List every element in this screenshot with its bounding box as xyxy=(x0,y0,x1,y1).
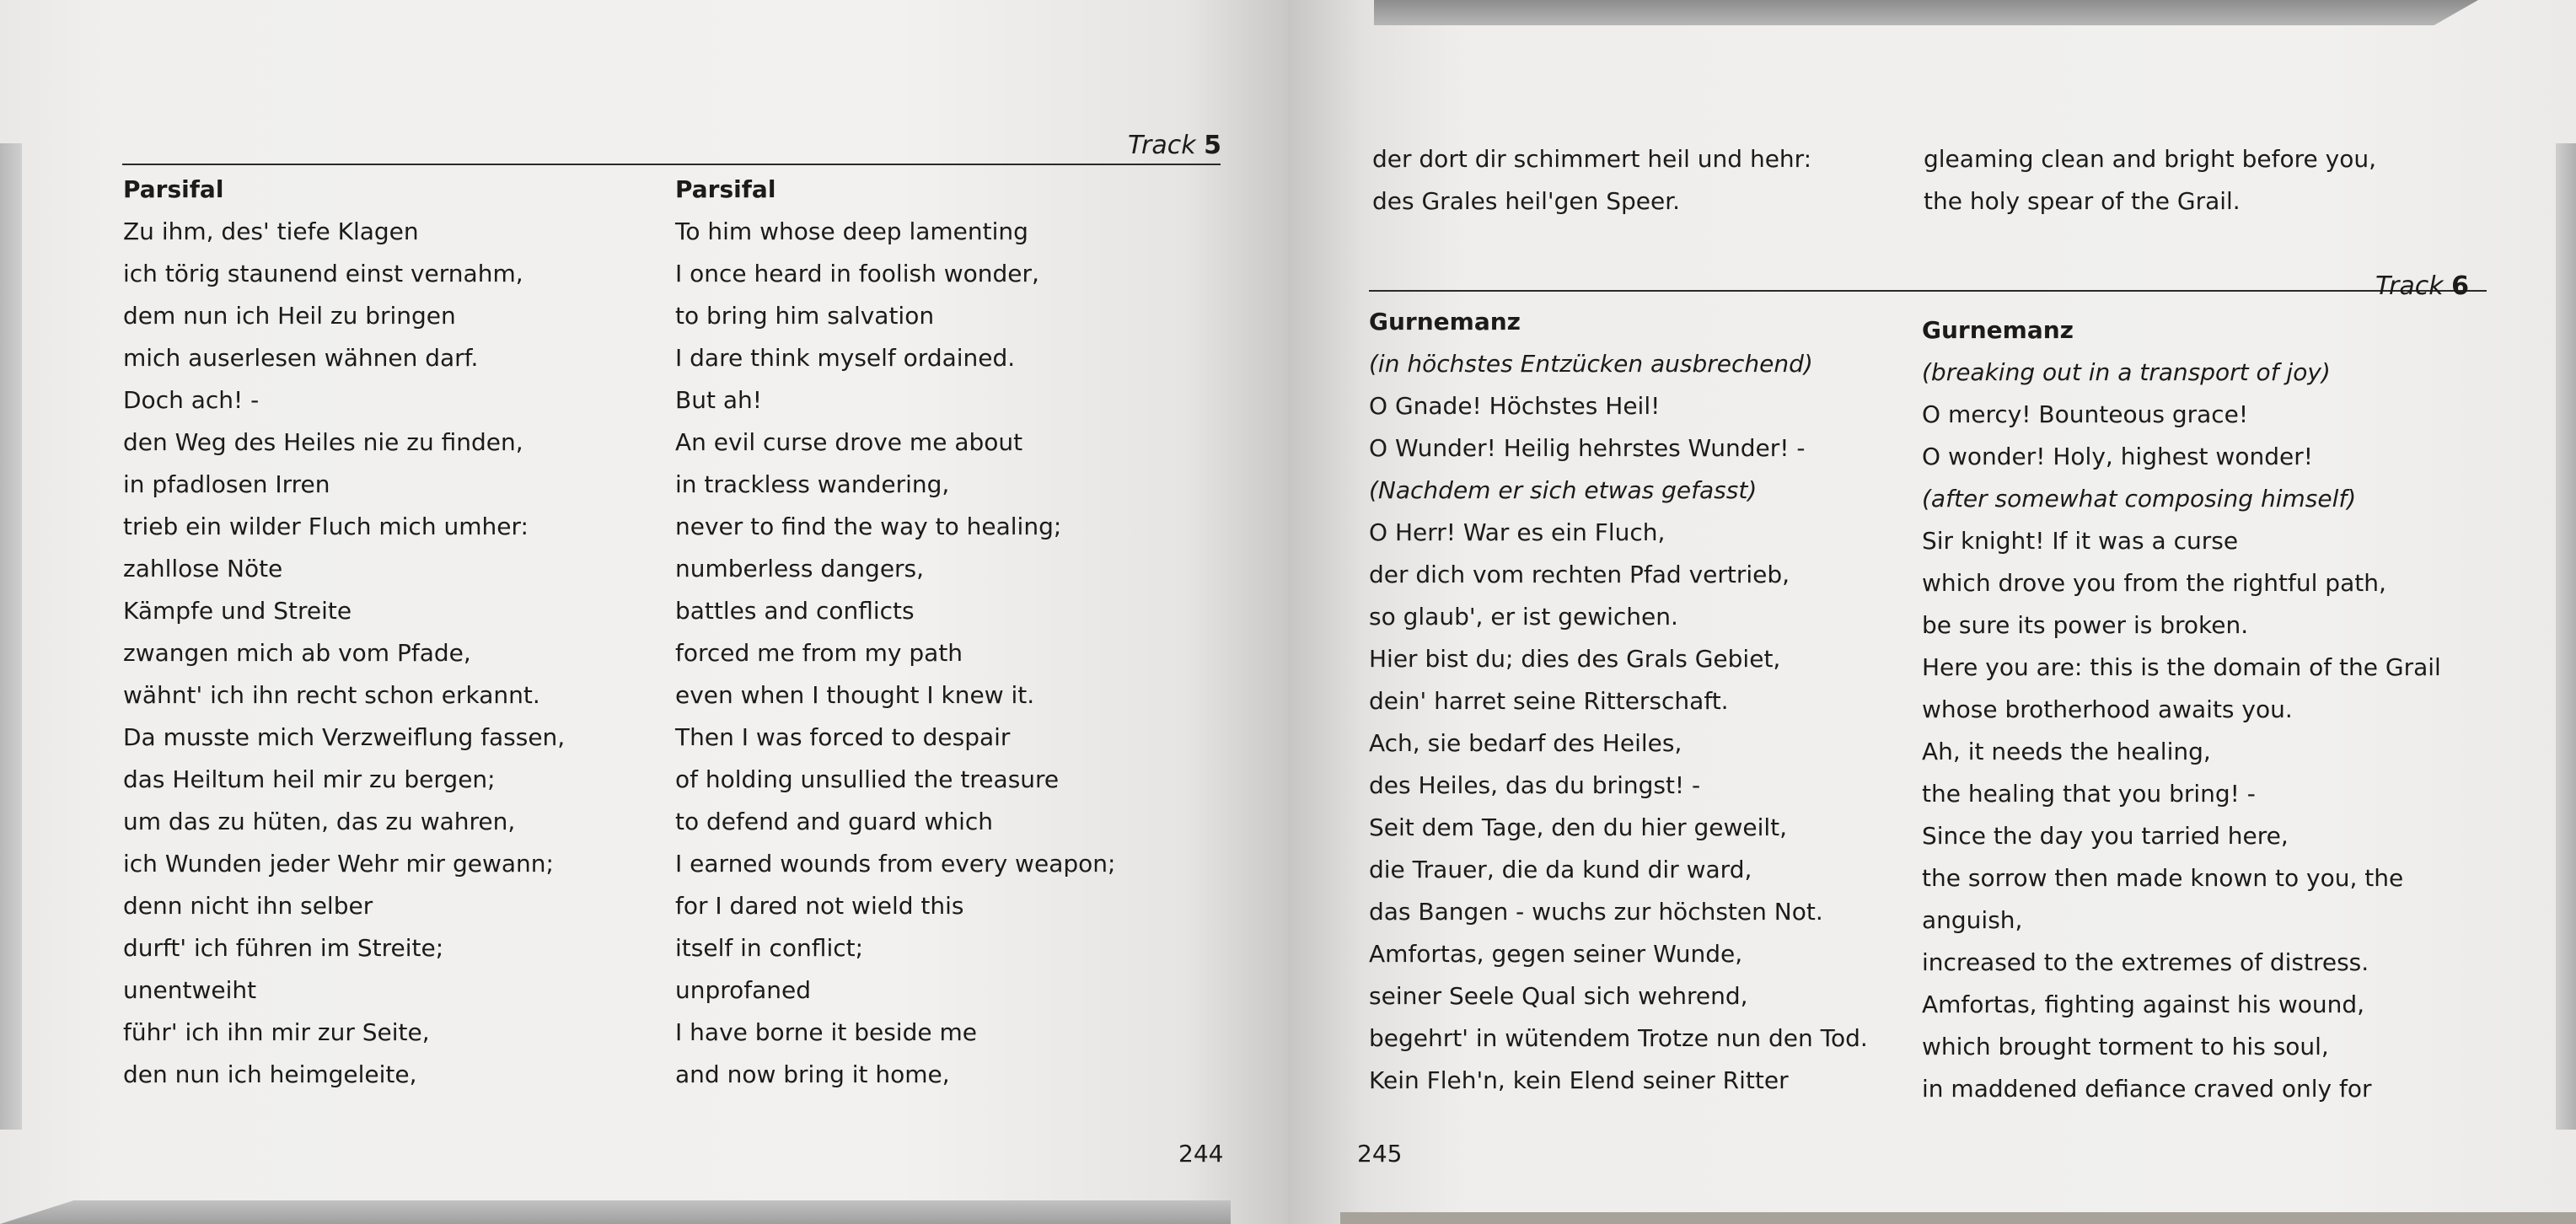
header-rule xyxy=(1369,290,2487,292)
english-column xyxy=(1922,309,2461,1110)
header-rule xyxy=(122,164,1221,165)
text-line: Amfortas, gegen seiner Wunde, xyxy=(1369,940,1743,968)
speaker-name: Gurnemanz xyxy=(1369,308,1521,336)
right-page xyxy=(1288,0,2576,1224)
stage-direction: (in höchstes Entzücken ausbrechend) xyxy=(1369,350,1813,378)
text-line: Da musste mich Verzweiflung fassen, xyxy=(123,723,566,751)
text-line: which drove you from the rightful path, xyxy=(1922,569,2386,597)
text-line: mich auserlesen wähnen darf. xyxy=(123,344,479,372)
text-line: the holy spear of the Grail. xyxy=(1924,187,2241,215)
text-line: I have borne it beside me xyxy=(675,1018,977,1046)
text-line: dem nun ich Heil zu bringen xyxy=(123,302,456,330)
text-line: führ' ich ihn mir zur Seite, xyxy=(123,1018,430,1046)
text-line: never to find the way to healing; xyxy=(675,513,1062,540)
english-lines xyxy=(1922,352,2461,1110)
text-line: Then I was forced to despair xyxy=(675,723,1011,751)
text-line: ich törig staunend einst vernahm, xyxy=(123,260,523,287)
track-label-6 xyxy=(2375,271,2469,301)
text-line: anguish, xyxy=(1922,906,2023,934)
text-line: I earned wounds from every weapon; xyxy=(675,850,1116,878)
text-line: denn nicht ihn selber xyxy=(123,892,373,920)
english-top-lines xyxy=(1924,138,2463,223)
text-line: den nun ich heimgeleite, xyxy=(123,1060,417,1088)
text-line: O wonder! Holy, highest wonder! xyxy=(1922,443,2313,470)
german-top-lines xyxy=(1372,138,1912,223)
text-line: Amfortas, fighting against his wound, xyxy=(1922,990,2365,1018)
text-line: itself in conflict; xyxy=(675,934,864,962)
text-line: die Trauer, die da kund dir ward, xyxy=(1369,856,1752,883)
speaker-name: Parsifal xyxy=(123,175,224,203)
text-line: An evil curse drove me about xyxy=(675,428,1023,456)
page-edge-bottom-left xyxy=(0,1200,1231,1224)
german-lines xyxy=(1369,343,1908,1102)
text-line: Ach, sie bedarf des Heiles, xyxy=(1369,729,1682,757)
text-line: Sir knight! If it was a curse xyxy=(1922,527,2239,555)
text-line: um das zu hüten, das zu wahren, xyxy=(123,808,516,835)
text-line: des Heiles, das du bringst! - xyxy=(1369,771,1701,799)
text-line: Seit dem Tage, den du hier geweilt, xyxy=(1369,813,1788,841)
text-line: to bring him salvation xyxy=(675,302,935,330)
text-line: Hier bist du; dies des Grals Gebiet, xyxy=(1369,645,1781,673)
text-line: But ah! xyxy=(675,386,762,414)
text-line: in pfadlosen Irren xyxy=(123,470,330,498)
page-edge-bottom-right xyxy=(1340,1212,2576,1224)
page-number: 245 xyxy=(1357,1140,1403,1168)
text-line: and now bring it home, xyxy=(675,1060,950,1088)
text-line: for I dared not wield this xyxy=(675,892,964,920)
text-line: zwangen mich ab vom Pfade, xyxy=(123,639,471,667)
text-line: durft' ich führen im Streite; xyxy=(123,934,444,962)
text-line: in trackless wandering, xyxy=(675,470,950,498)
english-column xyxy=(675,169,1215,1096)
text-line: Kein Fleh'n, kein Elend seiner Ritter xyxy=(1369,1066,1789,1094)
speaker-name: Parsifal xyxy=(675,175,776,203)
text-line: so glaub', er ist gewichen. xyxy=(1369,603,1678,631)
text-line: Doch ach! - xyxy=(123,386,260,414)
text-line: Ah, it needs the healing, xyxy=(1922,738,2211,765)
german-column xyxy=(123,169,663,1096)
text-line: Zu ihm, des' tiefe Klagen xyxy=(123,217,419,245)
text-line: des Grales heil'gen Speer. xyxy=(1372,187,1681,215)
text-line: gleaming clean and bright before you, xyxy=(1924,145,2377,173)
stage-direction: (breaking out in a transport of joy) xyxy=(1922,358,2331,386)
text-line: Here you are: this is the domain of the Grail xyxy=(1922,653,2441,681)
text-line: increased to the extremes of distress. xyxy=(1922,948,2369,976)
text-line: I once heard in foolish wonder, xyxy=(675,260,1039,287)
stage-direction: (after somewhat composing himself) xyxy=(1922,485,2357,513)
german-lines xyxy=(123,211,663,1096)
text-line: begehrt' in wütendem Trotze nun den Tod. xyxy=(1369,1024,1868,1052)
text-line: trieb ein wilder Fluch mich umher: xyxy=(123,513,529,540)
speaker-name: Gurnemanz xyxy=(1922,316,2074,344)
german-top-column xyxy=(1372,138,1912,223)
text-line: numberless dangers, xyxy=(675,555,925,582)
text-line: I dare think myself ordained. xyxy=(675,344,1016,372)
text-line: the sorrow then made known to you, the xyxy=(1922,864,2404,892)
text-line: der dort dir schimmert heil und hehr: xyxy=(1372,145,1812,173)
page-number: 244 xyxy=(1178,1140,1224,1168)
text-line: unprofaned xyxy=(675,976,812,1004)
text-line: whose brotherhood awaits you. xyxy=(1922,695,2293,723)
text-line: Kämpfe und Streite xyxy=(123,597,352,625)
text-line: das Bangen - wuchs zur höchsten Not. xyxy=(1369,898,1823,926)
text-line: das Heiltum heil mir zu bergen; xyxy=(123,765,496,793)
text-line: even when I thought I knew it. xyxy=(675,681,1035,709)
page-edge-top xyxy=(1374,0,2478,25)
text-line: Since the day you tarried here, xyxy=(1922,822,2289,850)
text-line: forced me from my path xyxy=(675,639,963,667)
text-line: O Herr! War es ein Fluch, xyxy=(1369,518,1666,546)
text-line: To him whose deep lamenting xyxy=(675,217,1028,245)
track-number: 6 xyxy=(2451,271,2470,301)
text-line: O Wunder! Heilig hehrstes Wunder! - xyxy=(1369,434,1806,462)
text-line: in maddened defiance craved only for xyxy=(1922,1075,2372,1103)
text-line: ich Wunden jeder Wehr mir gewann; xyxy=(123,850,554,878)
page-edge-left xyxy=(0,143,22,1130)
track-word: Track xyxy=(2375,271,2444,301)
english-top-column xyxy=(1924,138,2463,223)
text-line: battles and conflicts xyxy=(675,597,915,625)
track-number: 5 xyxy=(1204,131,1222,160)
track-word: Track xyxy=(1128,131,1196,160)
german-column xyxy=(1369,301,1908,1102)
track-label-5 xyxy=(1128,131,1221,160)
text-line: zahllose Nöte xyxy=(123,555,283,582)
text-line: the healing that you bring! - xyxy=(1922,780,2256,808)
text-line: which brought torment to his soul, xyxy=(1922,1033,2329,1060)
text-line: den Weg des Heiles nie zu finden, xyxy=(123,428,523,456)
text-line: of holding unsullied the treasure xyxy=(675,765,1060,793)
text-line: dein' harret seine Ritterschaft. xyxy=(1369,687,1729,715)
english-lines xyxy=(675,211,1215,1096)
page-edge-right xyxy=(2556,143,2576,1130)
text-line: der dich vom rechten Pfad vertrieb, xyxy=(1369,561,1790,588)
text-line: to defend and guard which xyxy=(675,808,994,835)
text-line: wähnt' ich ihn recht schon erkannt. xyxy=(123,681,540,709)
stage-direction: (Nachdem er sich etwas gefasst) xyxy=(1369,476,1758,504)
text-line: seiner Seele Qual sich wehrend, xyxy=(1369,982,1748,1010)
text-line: O Gnade! Höchstes Heil! xyxy=(1369,392,1661,420)
text-line: unentweiht xyxy=(123,976,257,1004)
text-line: O mercy! Bounteous grace! xyxy=(1922,400,2249,428)
text-line: be sure its power is broken. xyxy=(1922,611,2249,639)
